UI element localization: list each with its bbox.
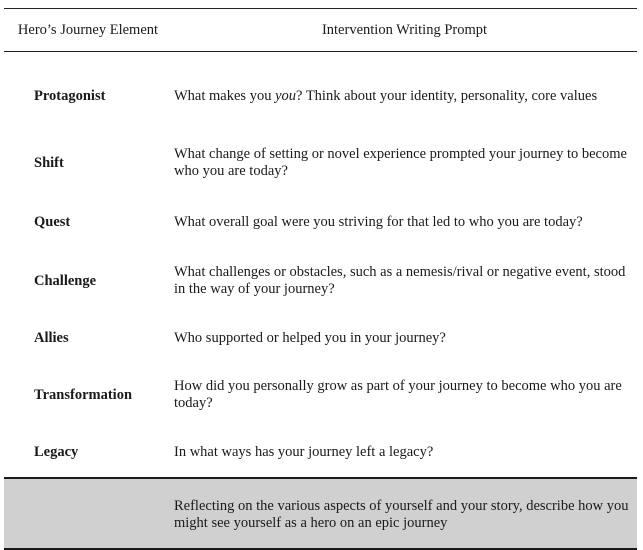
prompt-cell: In what ways has your journey left a legacy?	[174, 443, 434, 460]
prompt-table	[4, 8, 637, 550]
table-row	[4, 52, 637, 132]
table-row	[4, 195, 637, 249]
prompt-cell	[172, 52, 637, 132]
reflection-row	[4, 478, 637, 549]
element-cell: Protagonist	[34, 87, 106, 104]
table-row	[4, 249, 637, 313]
prompt-cell: Who supported or helped you in your journey?	[174, 329, 446, 346]
element-cell: Shift	[34, 154, 64, 171]
table-row	[4, 427, 637, 478]
table-row	[4, 313, 637, 363]
prompt-text: ? Think about your identity, personality, core values	[296, 87, 598, 104]
prompt-text: What makes you	[174, 87, 276, 104]
heros-journey-table	[4, 8, 637, 550]
element-cell: Transformation	[34, 386, 133, 403]
reflection-element-cell	[4, 478, 172, 549]
header-element: Hero’s Journey Element	[4, 9, 172, 52]
element-cell: Challenge	[34, 272, 97, 289]
prompt-emphasis: you	[275, 87, 297, 104]
prompt-cell: What overall goal were you striving for that led to who you are today?	[174, 213, 583, 230]
prompt-cell: How did you personally grow as part of your journey to become who you are today?	[174, 378, 622, 411]
element-cell: Legacy	[34, 443, 79, 460]
table-body	[4, 52, 637, 550]
table-row	[4, 131, 637, 195]
element-cell: Quest	[34, 213, 71, 230]
prompt-cell: What challenges or obstacles, such as a nemesis/rival or negative event, stood in the way of your journey?	[174, 264, 626, 297]
prompt-cell: What change of setting or novel experience prompted your journey to become who you are today?	[174, 146, 627, 179]
element-cell: Allies	[34, 329, 69, 346]
header-row	[4, 9, 637, 52]
table-row	[4, 363, 637, 427]
reflection-prompt-cell: Reflecting on the various aspects of yourself and your story, describe how you might see yourself as a hero on an epic journey	[172, 478, 637, 549]
header-prompt: Intervention Writing Prompt	[172, 9, 637, 52]
table-header	[4, 9, 637, 52]
